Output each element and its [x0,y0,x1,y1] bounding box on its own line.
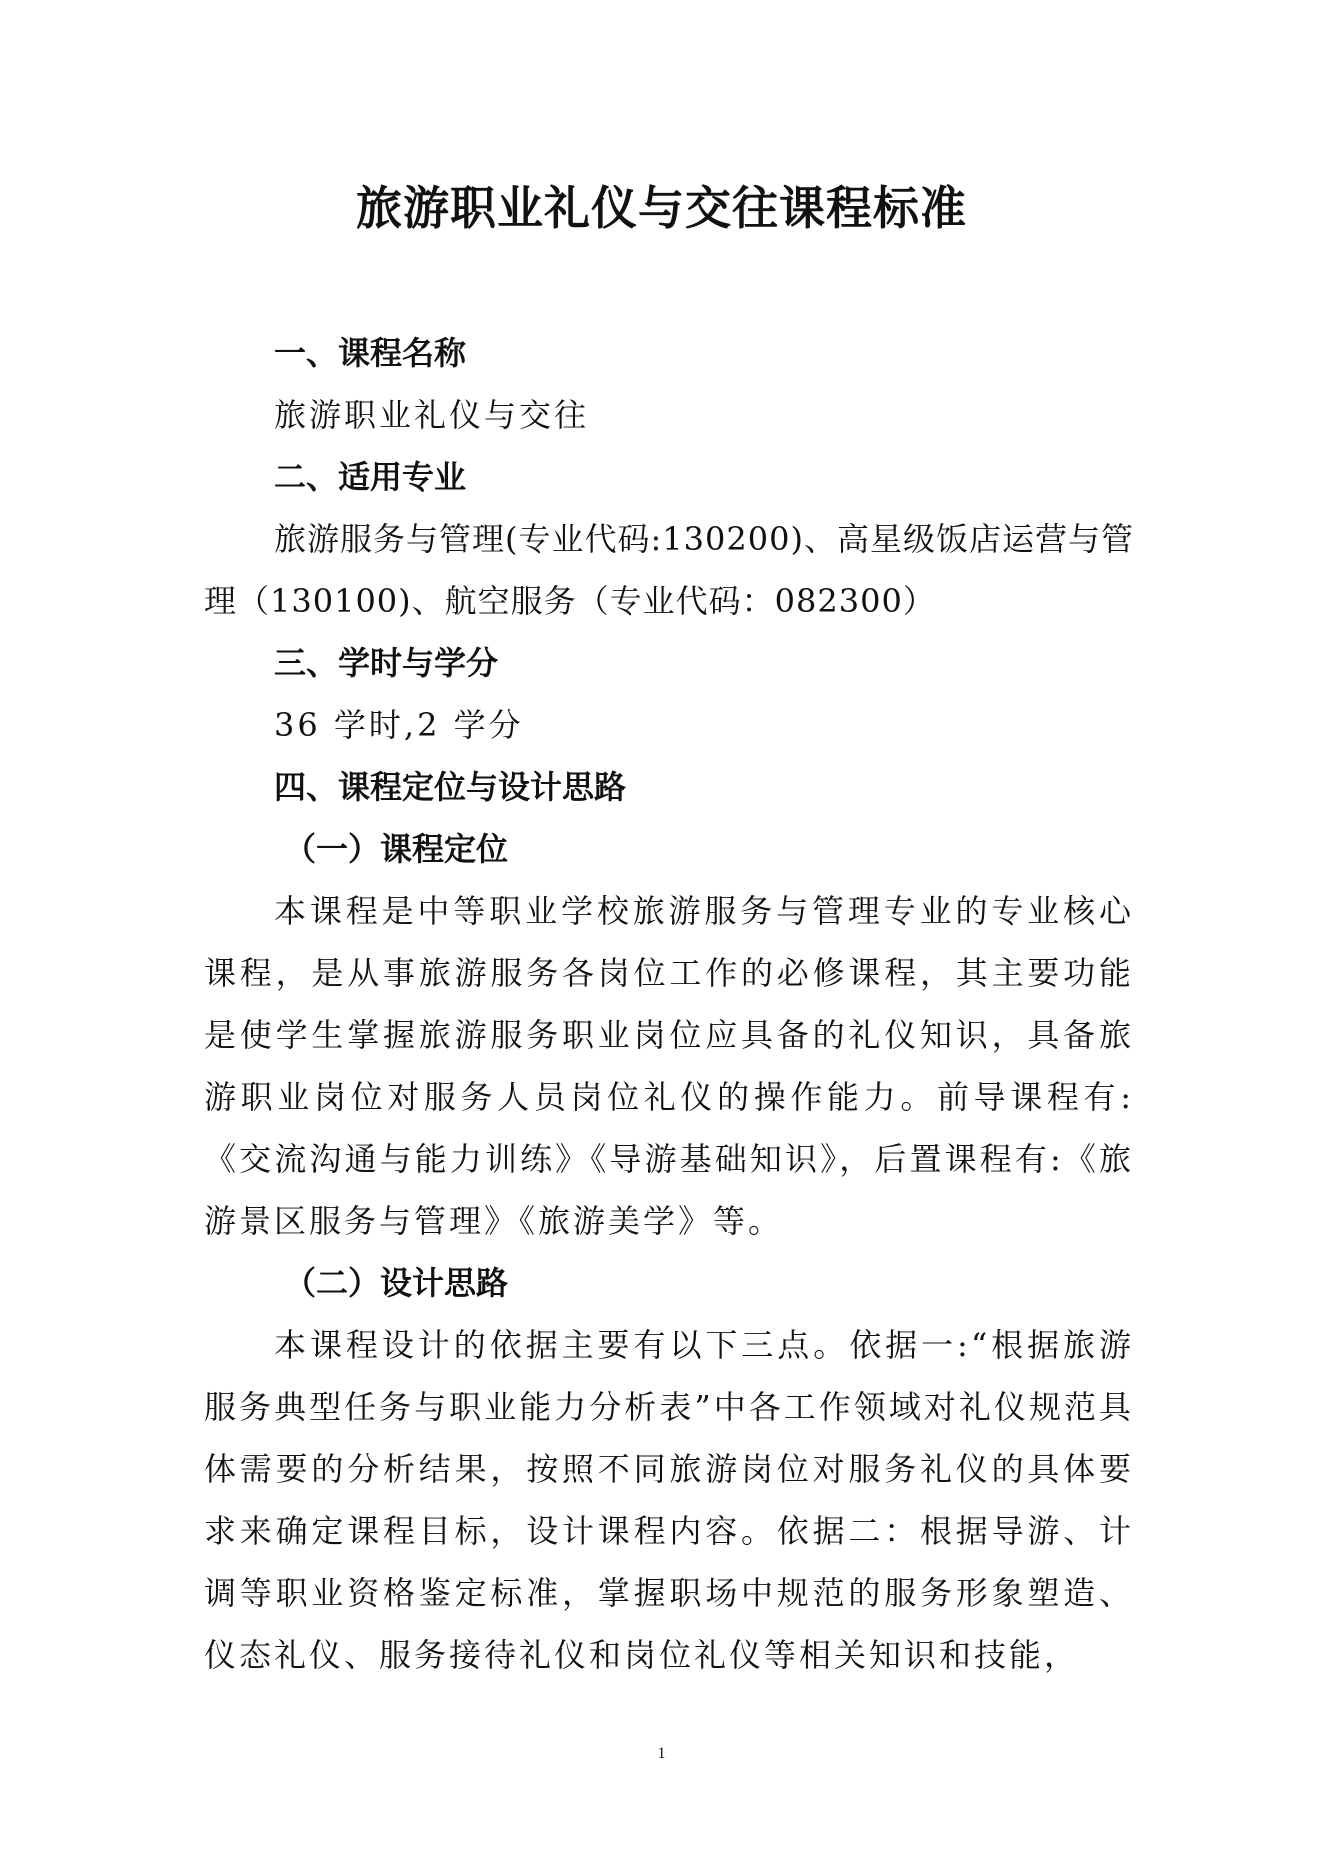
course-name-text: 旅游职业礼仪与交往 [274,396,590,434]
section-positioning-design [204,756,1134,1686]
hours-credits-text: 36 学时,2 学分 [274,706,524,744]
design-text: 本课程设计的依据主要有以下三点。依据一:“根据旅游服务典型任务与职业能力分析表”中各工作领域对礼仪规范具体需要的分析结果，按照不同旅游岗位对服务礼仪的具体要求来确定课程目标，设计课程内容。依据二：根据导游、计调等职业资格鉴定标准，掌握职场中规范的服务形象塑造、仪态礼仪、服务接待礼仪和岗位礼仪等相关知识和技能， [204,1326,1134,1674]
section-course-name [204,322,1134,446]
section-heading-positioning-design: 四、课程定位与设计思路 [274,768,627,806]
section-heading-applicable-majors: 二、适用专业 [274,458,467,496]
positioning-text: 本课程是中等职业学校旅游服务与管理专业的专业核心课程，是从事旅游服务各岗位工作的必修课程，其主要功能是使学生掌握旅游服务职业岗位应具备的礼仪知识，具备旅游职业岗位对服务人员岗位礼仪的操作能力。前导课程有:《交流沟通与能力训练》《导游基础知识》，后置课程有:《旅游景区服务与管理》《旅游美学》等。 [204,892,1134,1240]
document-title: 旅游职业礼仪与交往课程标准 [356,181,967,235]
subsection-heading-design: （二）设计思路 [284,1264,509,1302]
subsection-heading-positioning: （一）课程定位 [284,830,509,868]
document-body [204,322,1134,1686]
section-hours-credits [204,632,1134,756]
section-applicable-majors [204,446,1134,632]
section-heading-hours-credits: 三、学时与学分 [274,644,499,682]
applicable-majors-text: 旅游服务与管理(专业代码:130200)、高星级饭店运营与管理（130100)、航空服务（专业代码：082300） [204,520,1134,620]
section-heading-course-name: 一、课程名称 [274,334,467,372]
page-number: 1 [657,1745,666,1762]
